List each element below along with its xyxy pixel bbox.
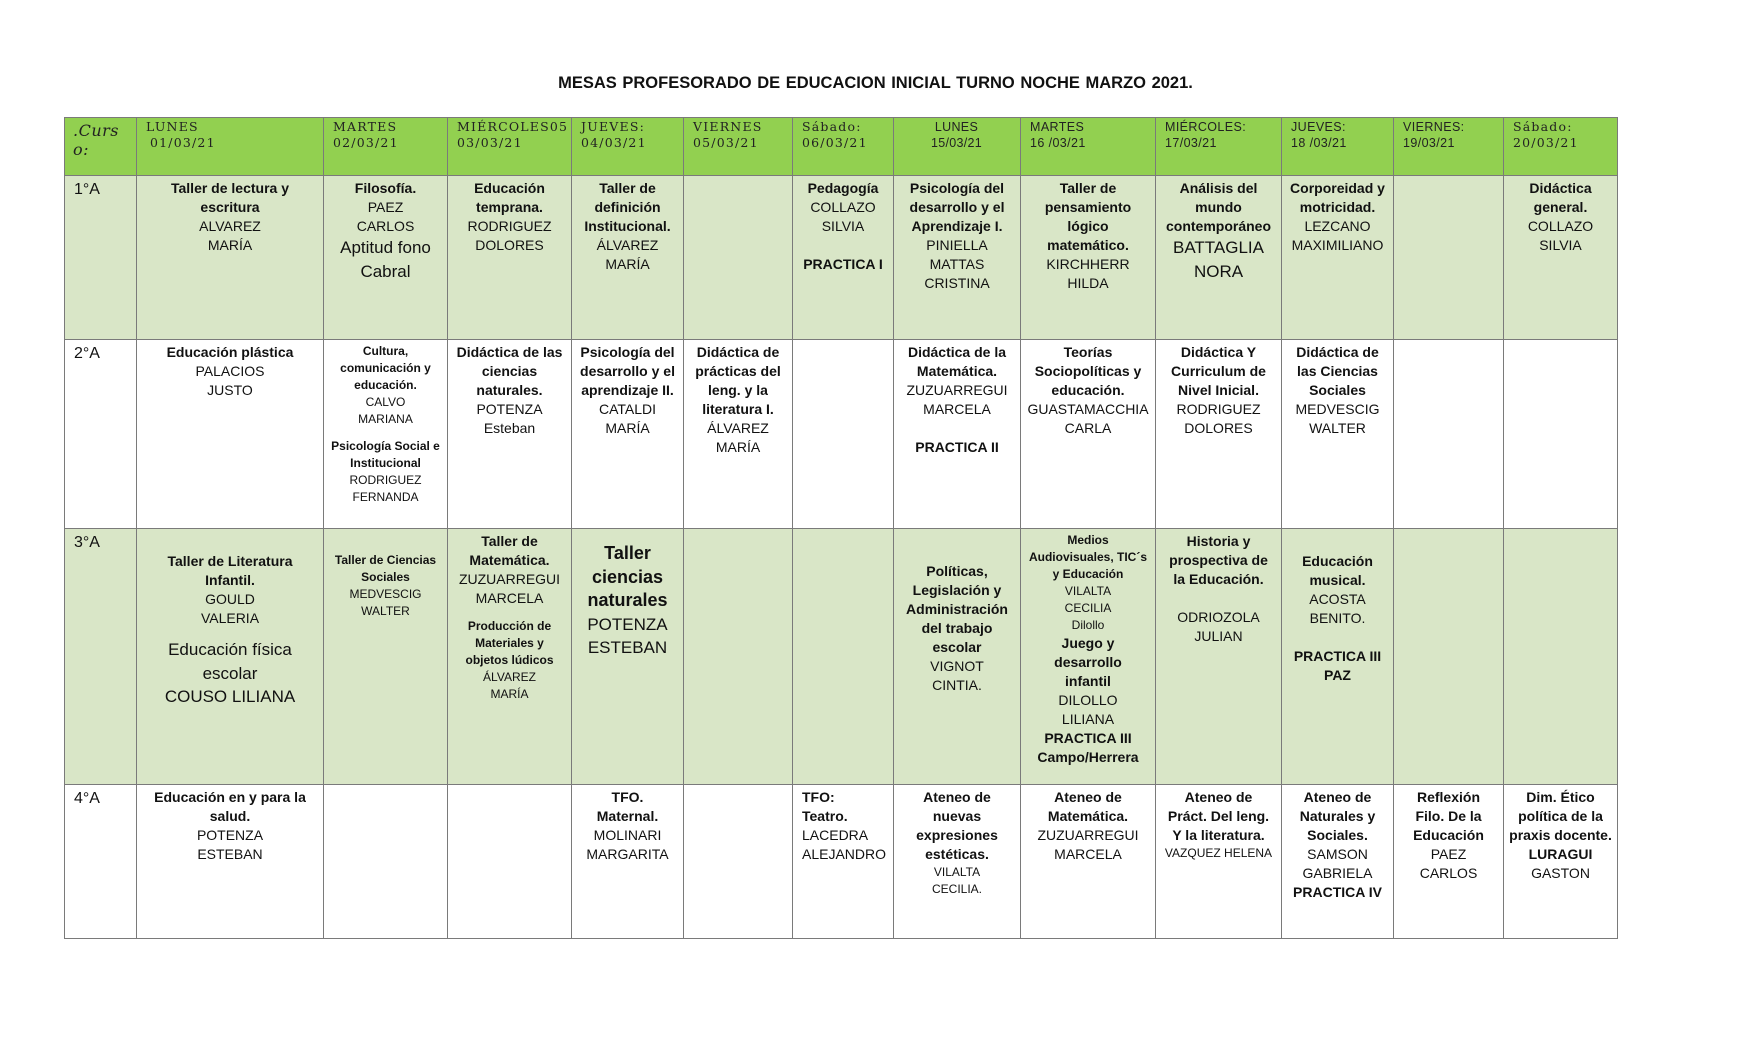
exam-cell: Didáctica Y Curriculum de Nivel Inicial. RODRIGUEZ DOLORES — [1156, 340, 1282, 529]
header-day: MIÉRCOLES: 17/03/21 — [1156, 118, 1282, 176]
row-2a — [65, 340, 1618, 529]
exam-cell: Ateneo de Naturales y Sociales. SAMSON GABRIELA PRACTICA IV — [1282, 785, 1394, 939]
exam-cell: Didáctica general. COLLAZO SILVIA — [1504, 176, 1618, 340]
exam-cell: Taller de Ciencias Sociales MEDVESCIG WALTER — [324, 529, 448, 785]
header-day: LUNES 15/03/21 — [894, 118, 1021, 176]
empty-cell — [793, 529, 894, 785]
exam-cell: Taller de definición Institucional. ÁLVAREZ MARÍA — [572, 176, 684, 340]
row-4a — [65, 785, 1618, 939]
empty-cell — [1394, 529, 1504, 785]
header-day: JUEVES: 18 /03/21 — [1282, 118, 1394, 176]
exam-cell: Psicología del desarrollo y el Aprendizaje I. PINIELLA MATTAS CRISTINA — [894, 176, 1021, 340]
empty-cell — [684, 785, 793, 939]
exam-cell: Didáctica de prácticas del leng. y la literatura I. ÁLVAREZ MARÍA — [684, 340, 793, 529]
exam-cell: Ateneo de nuevas expresiones estéticas. VILALTA CECILIA. — [894, 785, 1021, 939]
exam-cell: Taller de Matemática. ZUZUARREGUI MARCELA Producción de Materiales y objetos lúdicos ÁLVAREZ MARÍA — [448, 529, 572, 785]
empty-cell — [684, 176, 793, 340]
header-day: VIERNES: 19/03/21 — [1394, 118, 1504, 176]
exam-cell: Taller ciencias naturales POTENZA ESTEBAN — [572, 529, 684, 785]
empty-cell — [684, 529, 793, 785]
header-day: MARTES 16 /03/21 — [1021, 118, 1156, 176]
exam-cell: Medios Audiovisuales, TIC´s y Educación VILALTA CECILIA Dilollo Juego y desarrollo infantil DILOLLO LILIANA PRACTICA III Campo/Herrera — [1021, 529, 1156, 785]
exam-cell: Ateneo de Matemática. ZUZUARREGUI MARCELA — [1021, 785, 1156, 939]
exam-cell: Ateneo de Práct. Del leng. Y la literatura. VAZQUEZ HELENA — [1156, 785, 1282, 939]
exam-cell: Corporeidad y motricidad. LEZCANO MAXIMILIANO — [1282, 176, 1394, 340]
row-label: 3°A — [65, 529, 137, 785]
header-day: JUEVES: 04/03/21 — [572, 118, 684, 176]
header-curso: .Curs o: — [65, 118, 137, 176]
exam-cell: TFO. Maternal. MOLINARI MARGARITA — [572, 785, 684, 939]
exam-cell: Dim. Ético política de la praxis docente. LURAGUI GASTON — [1504, 785, 1618, 939]
exam-cell: Cultura, comunicación y educación. CALVO MARIANA Psicología Social e Institucional RODRIGUEZ FERNANDA — [324, 340, 448, 529]
exam-cell: Psicología del desarrollo y el aprendizaje II. CATALDI MARÍA — [572, 340, 684, 529]
header-day: Sábado: 20/03/21 — [1504, 118, 1618, 176]
schedule-table — [64, 117, 1618, 939]
header-day: LUNES 01/03/21 — [137, 118, 324, 176]
row-1a — [65, 176, 1618, 340]
exam-cell: Educación musical. ACOSTA BENITO. PRACTICA III PAZ — [1282, 529, 1394, 785]
exam-cell: Pedagogía COLLAZO SILVIA PRACTICA I — [793, 176, 894, 340]
exam-cell: Taller de lectura y escritura ALVAREZ MARÍA — [137, 176, 324, 340]
empty-cell — [1394, 176, 1504, 340]
exam-cell: TFO: Teatro. LACEDRA ALEJANDRO — [793, 785, 894, 939]
header-row — [65, 118, 1618, 176]
empty-cell — [1504, 340, 1618, 529]
header-day: VIERNES 05/03/21 — [684, 118, 793, 176]
row-3a — [65, 529, 1618, 785]
exam-cell: Taller de Literatura Infantil. GOULD VALERIA Educación física escolar COUSO LILIANA — [137, 529, 324, 785]
row-label: 4°A — [65, 785, 137, 939]
empty-cell — [793, 340, 894, 529]
exam-cell: Didáctica de las ciencias naturales. POTENZA Esteban — [448, 340, 572, 529]
exam-cell: Historia y prospectiva de la Educación. ODRIOZOLA JULIAN — [1156, 529, 1282, 785]
exam-cell: Didáctica de la Matemática. ZUZUARREGUI MARCELA PRACTICA II — [894, 340, 1021, 529]
empty-cell — [448, 785, 572, 939]
exam-cell: Análisis del mundo contemporáneo BATTAGLIA NORA — [1156, 176, 1282, 340]
row-label: 1°A — [65, 176, 137, 340]
row-label: 2°A — [65, 340, 137, 529]
empty-cell — [324, 785, 448, 939]
page-title: MESAS PROFESORADO DE EDUCACION INICIAL TURNO NOCHE MARZO 2021. — [558, 74, 1193, 92]
empty-cell — [1394, 340, 1504, 529]
exam-cell: Educación plástica PALACIOS JUSTO — [137, 340, 324, 529]
header-day: Sábado: 06/03/21 — [793, 118, 894, 176]
header-day: MIÉRCOLES05 03/03/21 — [448, 118, 572, 176]
exam-cell: Didáctica de las Ciencias Sociales MEDVESCIG WALTER — [1282, 340, 1394, 529]
exam-cell: Taller de pensamiento lógico matemático. KIRCHHERR HILDA — [1021, 176, 1156, 340]
exam-cell: Filosofía. PAEZ CARLOS Aptitud fono Cabral — [324, 176, 448, 340]
empty-cell — [1504, 529, 1618, 785]
exam-cell: Políticas, Legislación y Administración del trabajo escolar VIGNOT CINTIA. — [894, 529, 1021, 785]
header-day: MARTES 02/03/21 — [324, 118, 448, 176]
exam-cell: Teorías Sociopolíticas y educación. GUASTAMACCHIA CARLA — [1021, 340, 1156, 529]
exam-cell: Reflexión Filo. De la Educación PAEZ CARLOS — [1394, 785, 1504, 939]
exam-cell: Educación en y para la salud. POTENZA ESTEBAN — [137, 785, 324, 939]
exam-cell: Educación temprana. RODRIGUEZ DOLORES — [448, 176, 572, 340]
